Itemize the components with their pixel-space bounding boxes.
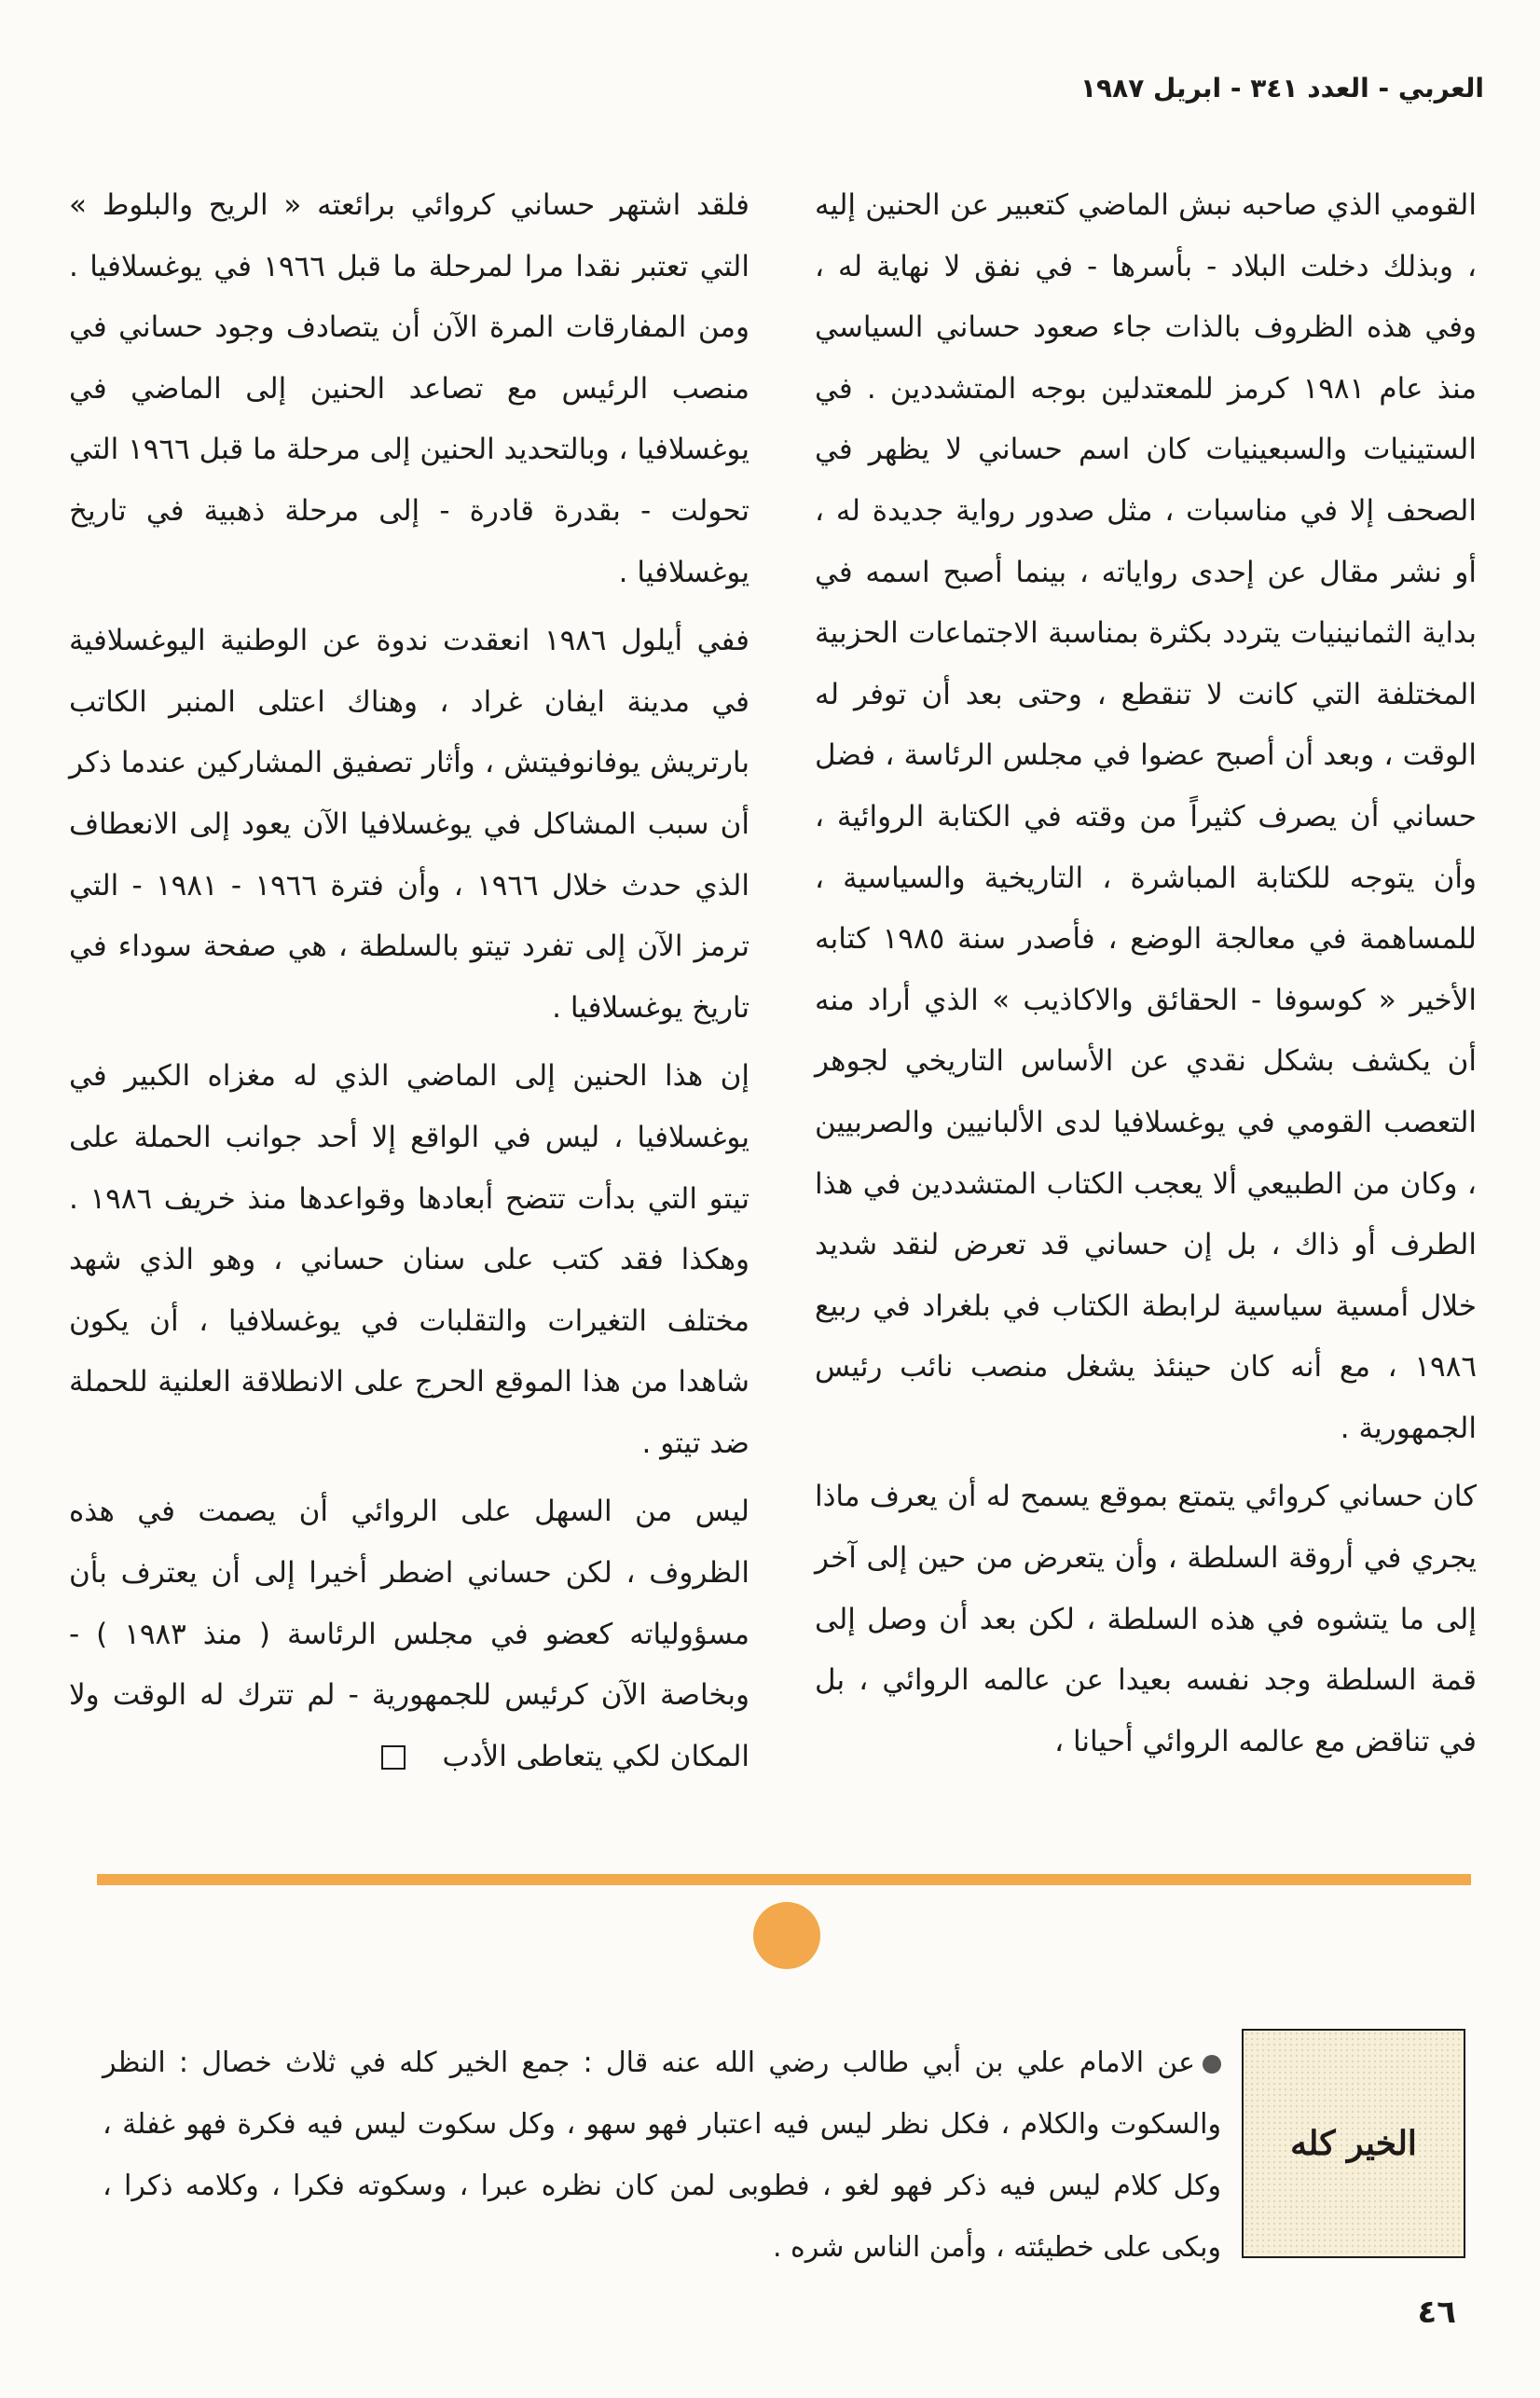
paragraph-last-text: ليس من السهل على الروائي أن يصمت في هذه الظروف ، لكن حساني اضطر أخيرا إلى أن يعترف بأن مسؤولياته كعضو في مجلس الرئاسة ( منذ ١٩٨٣ ) - وبخاصة الآن كرئيس للجمهورية - لم تترك له الوقت ولا المكان لكي يتعاطى الأدب	[69, 1495, 749, 1773]
running-header: العربي - العدد ٣٤١ - ابريل ١٩٨٧	[1079, 73, 1484, 103]
quote-body: عن الامام علي بن أبي طالب رضي الله عنه قال : جمع الخير كله في ثلاث خصال : النظر والسكوت والكلام ، فكل نظر ليس فيه اعتبار فهو سهو ، وكل سكوت ليس فيه فكرة فهو غفلة ، وكل كلام ليس فيه ذكر فهو لغو ، فطوبى لمن كان نظره عبرا ، وسكوته فكرا ، وكلامه ذكرا ، وبكى على خطيئته ، وأمن الناس شره .	[103, 2047, 1221, 2264]
paragraph: القومي الذي صاحبه نبش الماضي كتعبير عن الحنين إليه ، وبذلك دخلت البلاد - بأسرها - في نفق لا نهاية له ، وفي هذه الظروف بالذات جاء صعود حساني السياسي منذ عام ١٩٨١ كرمز للمعتدلين بوجه المتشددين . في الستينيات والسبعينيات كان اسم حساني لا يظهر في الصحف إلا في مناسبات ، مثل صدور رواية جديدة له ، أو نشر مقال عن إحدى رواياته ، بينما أصبح اسمه في بداية الثمانينيات يتردد بكثرة بمناسبة الاجتماعات الحزبية المختلفة التي كانت لا تنقطع ، وحتى بعد أن توفر له الوقت ، وبعد أن أصبح عضوا في مجلس الرئاسة ، فضل حساني أن يصرف كثيراً من وقته في الكتابة الروائية ، وأن يتوجه للكتابة المباشرة ، التاريخية والسياسية ، للمساهمة في معالجة الوضع ، فأصدر سنة ١٩٨٥ كتابه الأخير « كوسوفا - الحقائق والاكاذيب » الذي أراد منه أن يكشف بشكل نقدي عن الأساس التاريخي لجوهر التعصب القومي في يوغسلافيا لدى الألبانيين والصربيين ، وكان من الطبيعي ألا يعجب الكتاب المتشددين في هذا الطرف أو ذاك ، بل إن حساني قد تعرض لنقد شديد خلال أمسية سياسية لرابطة الكتاب في بلغراد في ربيع ١٩٨٦ ، مع أنه كان حينئذ يشغل منصب نائب رئيس الجمهورية .	[815, 188, 1477, 1445]
paragraph-last	[69, 1482, 749, 1787]
sidebar-title: الخير كله	[1290, 2124, 1417, 2163]
article-column-left	[69, 175, 749, 1787]
page-number: ٤٦	[1417, 2294, 1456, 2331]
paragraph: كان حساني كروائي يتمتع بموقع يسمح له أن يعرف ماذا يجري في أروقة السلطة ، وأن يتعرض من حين إلى آخر إلى ما يتشوه في هذه السلطة ، لكن بعد أن وصل إلى قمة السلطة وجد نفسه بعيدا عن عالمه الروائي ، بل في تناقض مع عالمه الروائي أحيانا ،	[815, 1480, 1477, 1758]
section-divider	[97, 1874, 1471, 1885]
bullet-dot-icon	[1203, 2055, 1221, 2074]
orange-dot-ornament	[753, 1902, 820, 1969]
article-column-right	[815, 175, 1477, 1772]
paragraph: فلقد اشتهر حساني كروائي برائعته « الريح والبلوط » التي تعتبر نقدا مرا لمرحلة ما قبل ١٩٦٦ في يوغسلافيا . ومن المفارقات المرة الآن أن يتصادف وجود حساني في منصب الرئيس مع تصاعد الحنين إلى الماضي في يوغسلافيا ، وبالتحديد الحنين إلى مرحلة ما قبل ١٩٦٦ التي تحولت - بقدرة قادرة - إلى مرحلة ذهبية في تاريخ يوغسلافيا .	[69, 188, 750, 589]
paragraph: إن هذا الحنين إلى الماضي الذي له مغزاه الكبير في يوغسلافيا ، ليس في الواقع إلا أحد جوانب الحملة على تيتو التي بدأت تتضح أبعادها وقواعدها منذ خريف ١٩٨٦ . وهكذا فقد كتب على سنان حساني ، وهو الذي شهد مختلف التغيرات والتقلبات في يوغسلافيا ، أن يكون شاهدا من هذا الموقع الحرج على الانطلاقة العلنية للحملة ضد تيتو .	[69, 1059, 749, 1460]
sidebar-title-box	[1242, 2029, 1465, 2258]
end-of-article-square-icon	[381, 1745, 406, 1770]
paragraph: ففي أيلول ١٩٨٦ انعقدت ندوة عن الوطنية اليوغسلافية في مدينة ايفان غراد ، وهناك اعتلى المنبر الكاتب بارتريش يوفانوفيتش ، وأثار تصفيق المشاركين عندما ذكر أن سبب المشاكل في يوغسلافيا الآن يعود إلى الانعطاف الذي حدث خلال ١٩٦٦ ، وأن فترة ١٩٦٦ - ١٩٨١ - التي ترمز الآن إلى تفرد تيتو بالسلطة ، هي صفحة سوداء في تاريخ يوغسلافيا .	[69, 624, 749, 1025]
sidebar-quote-text	[103, 2033, 1221, 2279]
